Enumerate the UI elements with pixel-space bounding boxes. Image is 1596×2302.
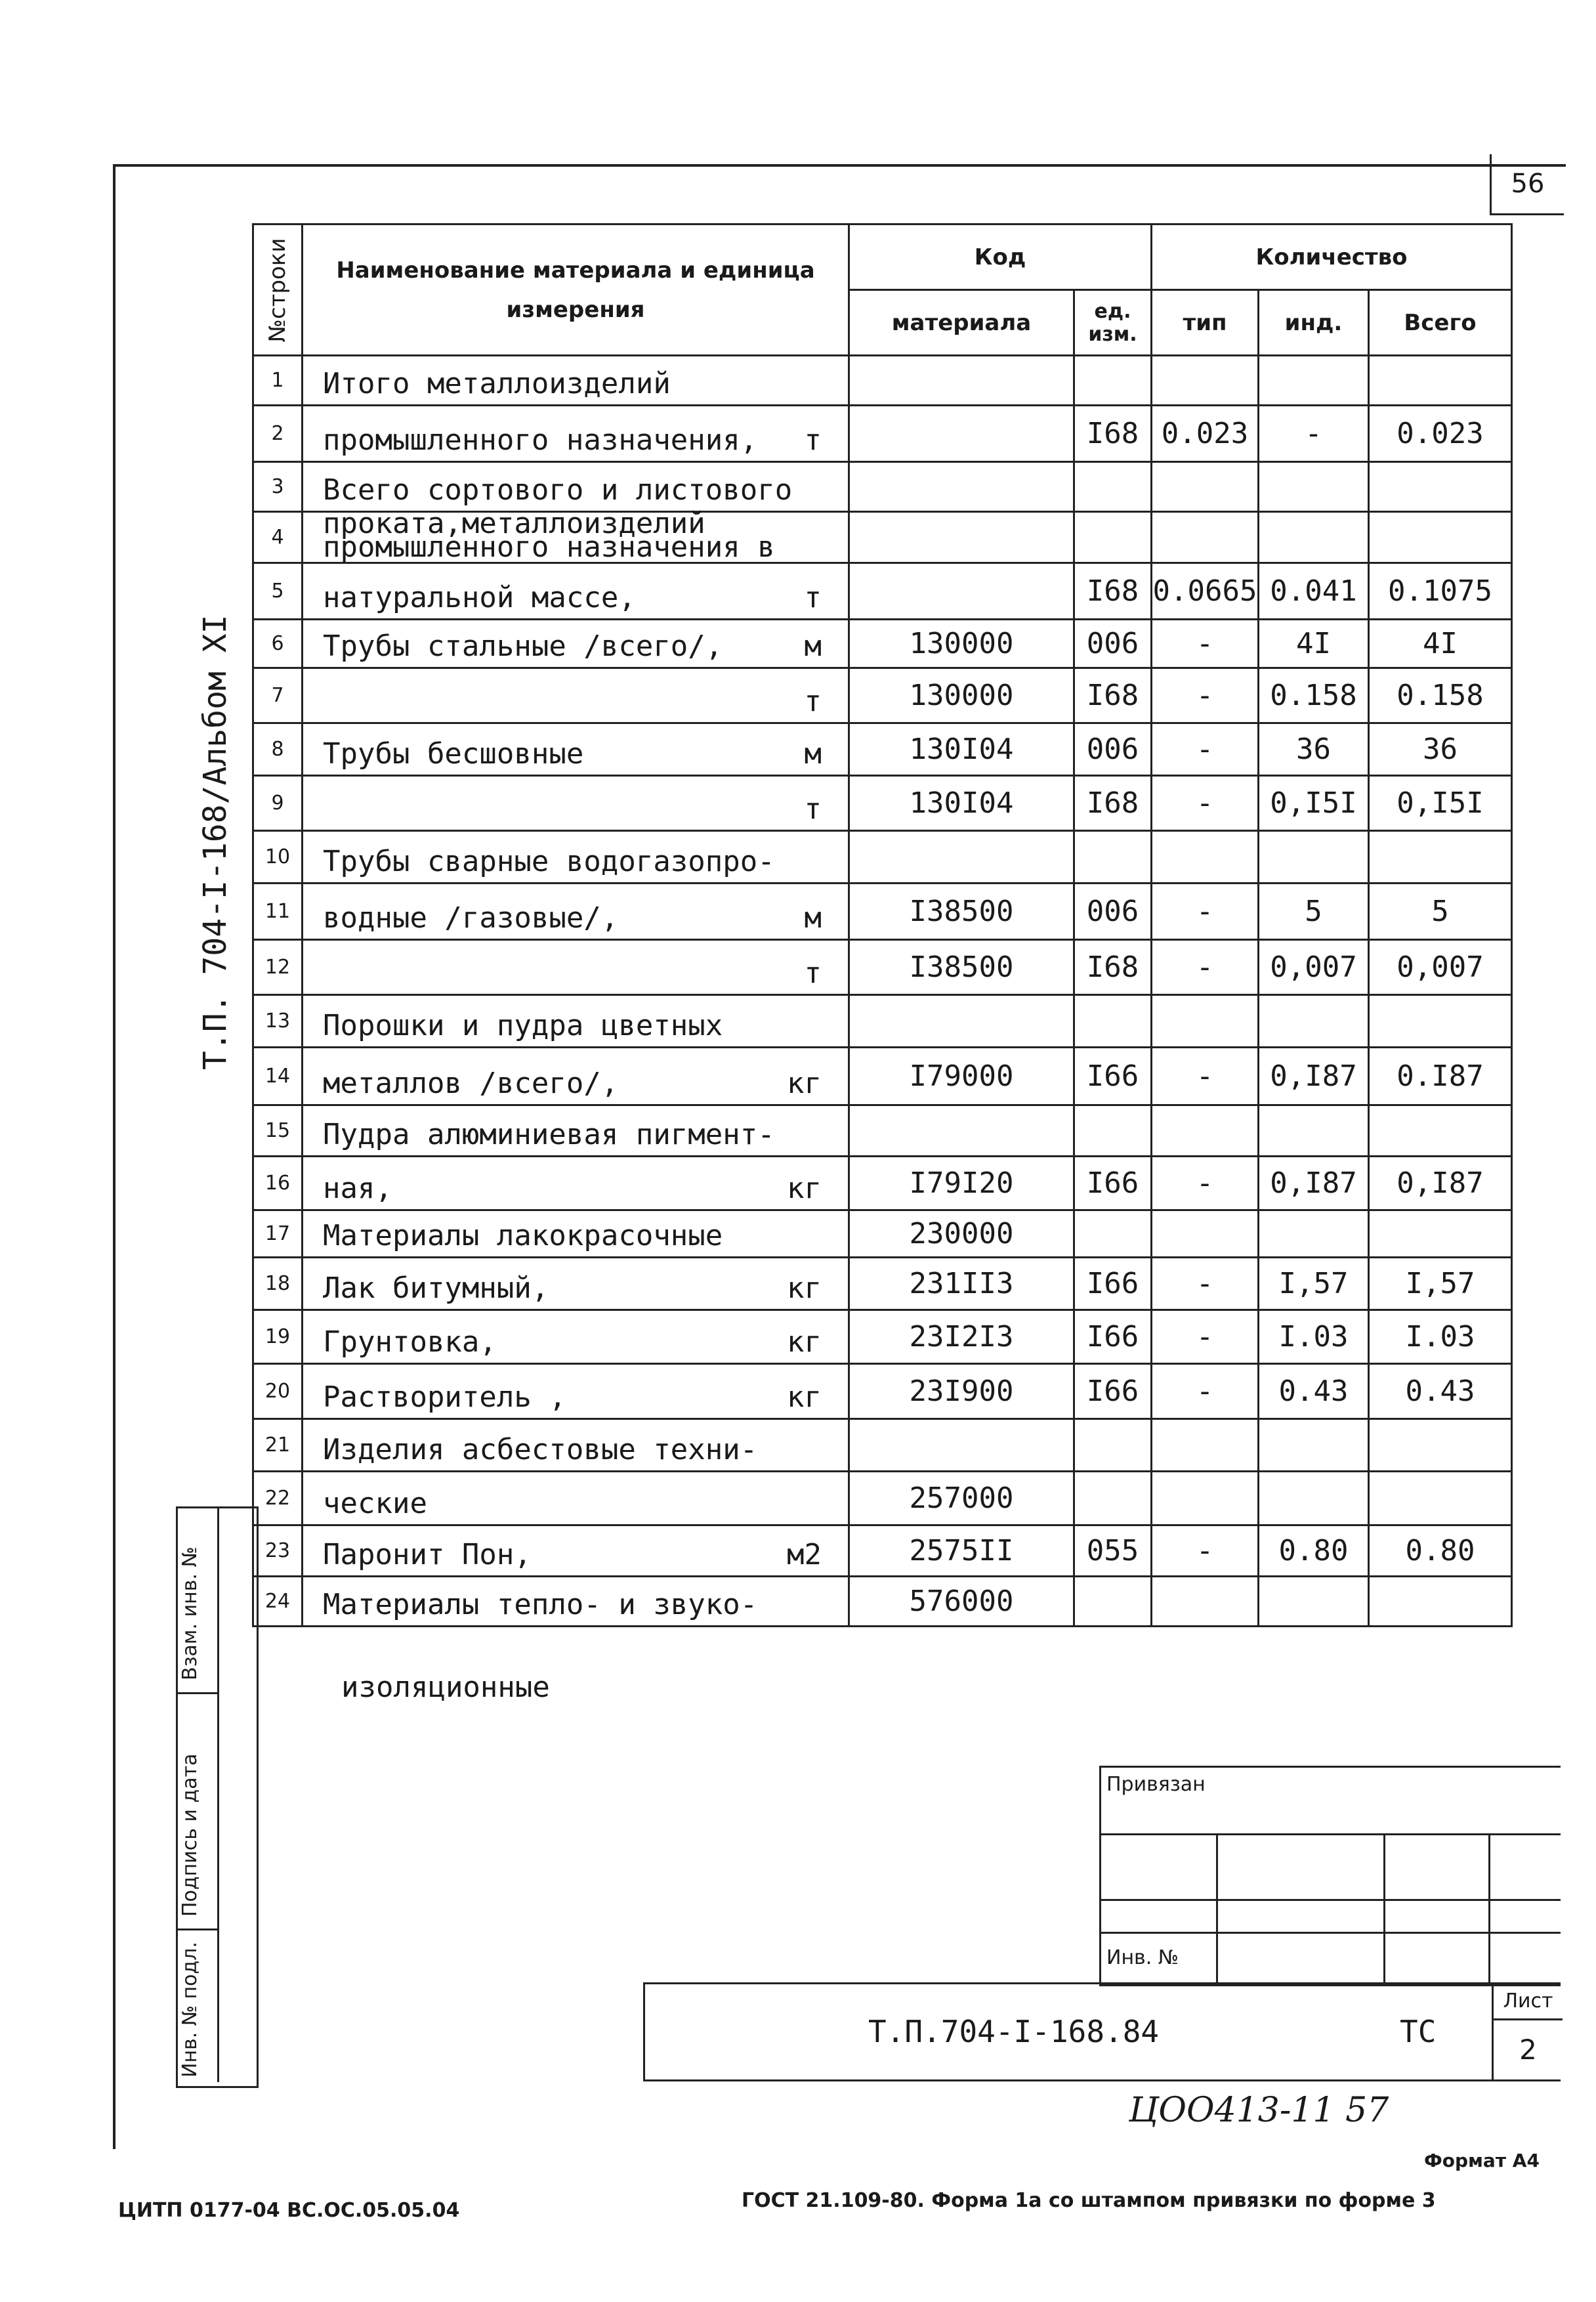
material-code: 2575II [849,1525,1074,1577]
material-name-cell [303,1048,849,1105]
qty-type: - [1152,1157,1259,1210]
table-row [253,1577,1512,1627]
row-number: 10 [253,831,303,884]
material-code [849,512,1074,563]
material-code: 23I900 [849,1364,1074,1419]
qty-total [1369,995,1512,1048]
qty-ind: 5 [1259,884,1369,940]
material-code: 130000 [849,620,1074,668]
material-unit: кг [787,1067,822,1100]
unit-code [1074,1577,1152,1627]
material-name: Лак битумный, [323,1271,549,1305]
unit-code: I68 [1074,776,1152,831]
material-name: Грунтовка, [323,1325,497,1359]
qty-total: 0,007 [1369,940,1512,995]
unit-code: I66 [1074,1048,1152,1105]
material-name-cell [303,1419,849,1472]
table-row [253,668,1512,723]
header-qty-total: Всего [1369,290,1512,356]
qty-type: - [1152,620,1259,668]
qty-ind: 0.158 [1259,668,1369,723]
material-name-cell [303,1364,849,1419]
row-number: 17 [253,1210,303,1258]
qty-ind: 0,007 [1259,940,1369,995]
material-name: Трубы бесшовные [323,737,584,771]
qty-type: - [1152,668,1259,723]
unit-code: 055 [1074,1525,1152,1577]
material-name: Всего сортового и листового [323,473,793,507]
qty-total [1369,1210,1512,1258]
qty-ind: 36 [1259,723,1369,776]
material-name-cell [303,831,849,884]
qty-type [1152,995,1259,1048]
table-row [253,1364,1512,1419]
table-row [253,940,1512,995]
material-name-cell [303,940,849,995]
material-code: 576000 [849,1577,1074,1627]
table-row [253,1310,1512,1364]
table-row [253,406,1512,462]
material-name: натуральной массе, [323,581,636,614]
material-code: 23I2I3 [849,1310,1074,1364]
qty-ind: 0,I5I [1259,776,1369,831]
material-name-cell [303,668,849,723]
sheet-label: Лист [1494,1984,1563,2020]
header-code-unit: ед. изм. [1074,290,1152,356]
qty-type: - [1152,723,1259,776]
unit-code [1074,1105,1152,1157]
qty-type [1152,1472,1259,1525]
row-number: 24 [253,1577,303,1627]
material-unit: м [804,737,822,771]
material-unit: кг [787,1380,822,1414]
material-code: 130I04 [849,723,1074,776]
header-quantity: Количество [1152,224,1512,290]
materials-table [252,223,1513,1627]
qty-total [1369,512,1512,563]
table-row [253,1157,1512,1210]
row-number: 6 [253,620,303,668]
material-name-cell [303,1472,849,1525]
material-unit: кг [787,1172,822,1205]
side-label-podpis: Подпись и дата [178,1753,201,1917]
qty-total: I,57 [1369,1258,1512,1310]
table-row [253,620,1512,668]
material-code: 130000 [849,668,1074,723]
material-name: промышленного назначения, [323,423,758,457]
qty-type: - [1152,884,1259,940]
material-name-cell [303,356,849,406]
material-code: I79I20 [849,1157,1074,1210]
qty-ind: I,57 [1259,1258,1369,1310]
material-code [849,831,1074,884]
material-name: Порошки и пудра цветных [323,1009,723,1042]
qty-ind: 0,I87 [1259,1048,1369,1105]
binding-block [1099,1766,1561,1986]
unit-code [1074,512,1152,563]
unit-code: I68 [1074,406,1152,462]
qty-total: 0.158 [1369,668,1512,723]
qty-total: 0,I87 [1369,1157,1512,1210]
document-code: Т.П.704-I-168.84 [868,2014,1160,2049]
material-name-cell [303,563,849,620]
inv-no-label: Инв. № [1106,1946,1179,1969]
material-name: Изделия асбестовые техни- [323,1433,758,1466]
table-row [253,1472,1512,1525]
qty-type: - [1152,1310,1259,1364]
row-number: 23 [253,1525,303,1577]
unit-code [1074,462,1152,512]
row-number: 21 [253,1419,303,1472]
unit-code: I66 [1074,1157,1152,1210]
qty-type [1152,1419,1259,1472]
material-unit: кг [787,1271,822,1305]
qty-ind [1259,512,1369,563]
unit-code: I66 [1074,1258,1152,1310]
qty-type: - [1152,1525,1259,1577]
qty-type: 0.0665 [1152,563,1259,620]
row-number: 1 [253,356,303,406]
qty-total: 0.80 [1369,1525,1512,1577]
qty-type [1152,512,1259,563]
qty-total [1369,462,1512,512]
table-row [253,723,1512,776]
material-unit: т [804,581,822,614]
material-code: I38500 [849,940,1074,995]
qty-total: 0.I87 [1369,1048,1512,1105]
qty-ind [1259,995,1369,1048]
row-number: 12 [253,940,303,995]
material-unit: м [804,629,822,663]
material-name-cell [303,1105,849,1157]
unit-code [1074,995,1152,1048]
qty-ind [1259,1472,1369,1525]
row-number: 22 [253,1472,303,1525]
material-unit: т [804,792,822,826]
table-row [253,1258,1512,1310]
table-row [253,563,1512,620]
qty-ind [1259,1105,1369,1157]
qty-ind: 0,I87 [1259,1157,1369,1210]
qty-total [1369,831,1512,884]
material-name-cell [303,723,849,776]
material-unit: т [804,956,822,990]
qty-total: 36 [1369,723,1512,776]
qty-ind [1259,1577,1369,1627]
material-name: ная, [323,1172,392,1205]
table-row [253,776,1512,831]
material-code [849,356,1074,406]
row-number: 9 [253,776,303,831]
qty-ind [1259,1419,1369,1472]
title-block [643,1982,1561,2081]
unit-code: I68 [1074,563,1152,620]
unit-code: 006 [1074,620,1152,668]
material-unit: т [804,423,822,457]
qty-ind: - [1259,406,1369,462]
qty-type [1152,356,1259,406]
material-name-cell [303,507,849,564]
table-row [253,995,1512,1048]
album-label: Т.П. 704-I-168/Альбом XI [197,614,234,1070]
table-row [253,831,1512,884]
qty-type [1152,1210,1259,1258]
qty-total: 5 [1369,884,1512,940]
qty-ind [1259,462,1369,512]
material-code [849,1419,1074,1472]
qty-type: - [1152,1258,1259,1310]
material-name-cell [303,884,849,940]
table-row [253,1105,1512,1157]
material-name: ческие [323,1487,427,1520]
material-code [849,563,1074,620]
row24-continuation: изоляционные [341,1671,550,1704]
row-number: 11 [253,884,303,940]
qty-total [1369,1577,1512,1627]
row-number: 16 [253,1157,303,1210]
header-qty-type: тип [1152,290,1259,356]
material-code: 231II3 [849,1258,1074,1310]
sheet-number: 2 [1519,2034,1537,2066]
qty-type [1152,1577,1259,1627]
row-number: 14 [253,1048,303,1105]
header-name: Наименование материала и единица измерения [303,224,849,356]
qty-total: 0,I5I [1369,776,1512,831]
qty-total: 4I [1369,620,1512,668]
qty-total: 0.43 [1369,1364,1512,1419]
qty-type: - [1152,1364,1259,1419]
table-row [253,884,1512,940]
material-code: I79000 [849,1048,1074,1105]
table-row [253,1419,1512,1472]
material-name-cell [303,776,849,831]
qty-ind [1259,831,1369,884]
row-number: 19 [253,1310,303,1364]
material-unit: т [804,685,822,718]
material-code [849,1105,1074,1157]
qty-ind [1259,356,1369,406]
material-name: Итого металлоизделий [323,367,671,400]
table-row [253,356,1512,406]
qty-type: - [1152,940,1259,995]
unit-code [1074,1210,1152,1258]
material-name: Пудра алюминиевая пигмент- [323,1118,775,1151]
material-unit: м2 [787,1538,822,1571]
material-name-cell [303,1210,849,1258]
qty-type: - [1152,776,1259,831]
unit-code [1074,1472,1152,1525]
row-number: 4 [253,512,303,563]
unit-code: I68 [1074,940,1152,995]
qty-type [1152,462,1259,512]
unit-code: I66 [1074,1310,1152,1364]
row-number: 18 [253,1258,303,1310]
material-name-cell [303,1258,849,1310]
material-unit: кг [787,1325,822,1359]
qty-total [1369,1472,1512,1525]
material-name-cell [303,995,849,1048]
unit-code [1074,831,1152,884]
material-name-cell [303,1577,849,1627]
table-row [253,462,1512,512]
qty-total [1369,1419,1512,1472]
material-code: 257000 [849,1472,1074,1525]
format-label: Формат А4 [1424,2150,1540,2171]
qty-type [1152,831,1259,884]
material-name: Паронит Пон, [323,1538,532,1571]
material-name: проката,металлоизделий промышленного назначения в [323,507,775,564]
material-name: Трубы стальные /всего/, [323,629,723,663]
side-label-inv-podl: Инв. № подл. [178,1942,201,2078]
row-number: 5 [253,563,303,620]
qty-type [1152,1105,1259,1157]
material-name: Растворитель , [323,1380,566,1414]
footer-left: ЦИТП 0177-04 ВС.ОС.05.05.04 [118,2199,460,2222]
qty-type: - [1152,1048,1259,1105]
unit-code: I66 [1074,1364,1152,1419]
material-name-cell [303,1157,849,1210]
unit-code [1074,1419,1152,1472]
material-name: Материалы тепло- и звуко- [323,1588,758,1621]
header-row-number: №строки [253,224,303,356]
material-name: водные /газовые/, [323,901,619,935]
header-code-material: материала [849,290,1074,356]
material-name-cell [303,462,849,512]
page-number: 56 [1490,154,1564,215]
qty-ind: I.03 [1259,1310,1369,1364]
material-code [849,462,1074,512]
material-name-cell [303,620,849,668]
privyazan-label: Привязан [1106,1773,1206,1796]
table-row [253,1210,1512,1258]
unit-code: 006 [1074,723,1152,776]
row-number: 2 [253,406,303,462]
table-row [253,512,1512,563]
row-number: 13 [253,995,303,1048]
unit-code: I68 [1074,668,1152,723]
unit-code: 006 [1074,884,1152,940]
material-name: Трубы сварные водогазопро- [323,845,775,878]
footer-right: ГОСТ 21.109-80. Форма 1а со штампом привязки по форме 3 [742,2189,1436,2212]
material-name-cell [303,1525,849,1577]
qty-type: 0.023 [1152,406,1259,462]
material-code: I38500 [849,884,1074,940]
qty-ind: 0.43 [1259,1364,1369,1419]
material-name: Материалы лакокрасочные [323,1219,723,1252]
row-number: 7 [253,668,303,723]
side-label-vzam: Взам. инв. № [178,1546,201,1680]
row-number: 3 [253,462,303,512]
material-code [849,406,1074,462]
material-code: 230000 [849,1210,1074,1258]
qty-ind [1259,1210,1369,1258]
table-row [253,1525,1512,1577]
qty-total [1369,356,1512,406]
qty-ind: 0.80 [1259,1525,1369,1577]
unit-code [1074,356,1152,406]
material-name-cell [303,1310,849,1364]
row-number: 20 [253,1364,303,1419]
handwritten-number: ЦОО413-11 57 [1129,2091,1389,2130]
qty-total: 0.023 [1369,406,1512,462]
material-name-cell [303,406,849,462]
row-number: 8 [253,723,303,776]
material-name: металлов /всего/, [323,1067,619,1100]
qty-total: 0.1075 [1369,563,1512,620]
row-number: 15 [253,1105,303,1157]
header-code: Код [849,224,1152,290]
material-code [849,995,1074,1048]
document-mark: ТС [1400,2014,1437,2049]
material-unit: м [804,901,822,935]
material-code: 130I04 [849,776,1074,831]
qty-ind: 4I [1259,620,1369,668]
qty-ind: 0.041 [1259,563,1369,620]
qty-total: I.03 [1369,1310,1512,1364]
qty-total [1369,1105,1512,1157]
header-qty-ind: инд. [1259,290,1369,356]
table-row [253,1048,1512,1105]
